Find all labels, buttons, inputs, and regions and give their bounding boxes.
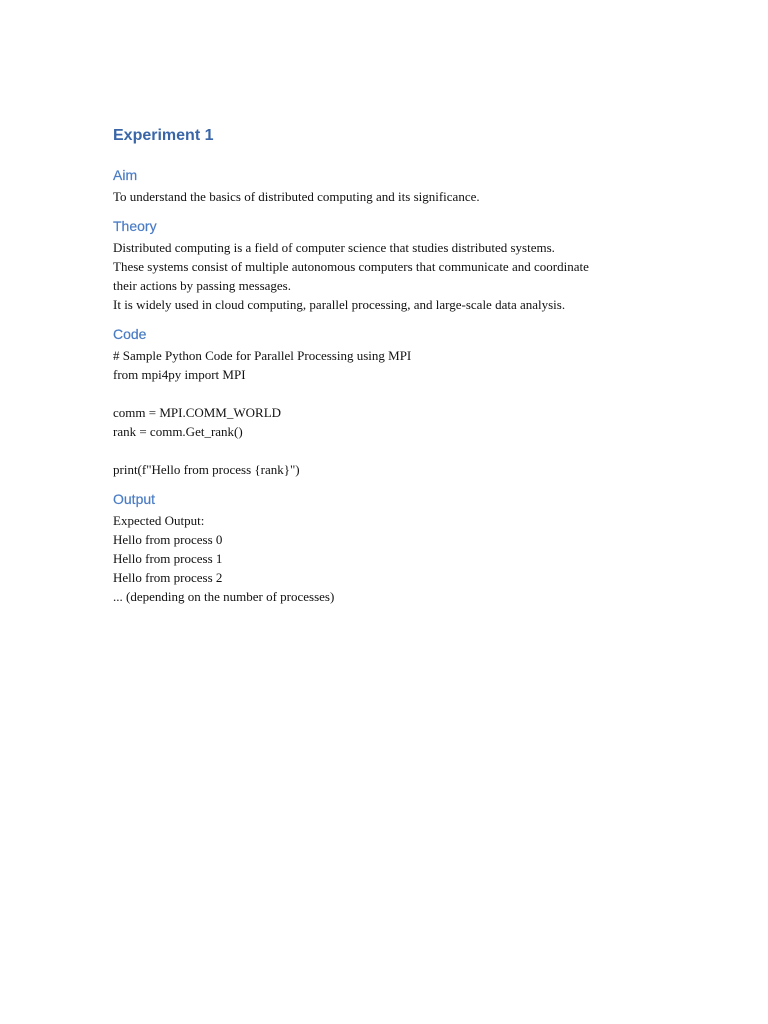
code-line: comm = MPI.COMM_WORLD — [113, 405, 282, 420]
theory-line: Distributed computing is a field of computer science that studies distributed systems. — [113, 240, 555, 255]
output-line: Hello from process 1 — [113, 551, 223, 566]
aim-heading: Aim — [113, 167, 138, 183]
theory-line: It is widely used in cloud computing, parallel processing, and large-scale data analysis. — [113, 297, 566, 312]
document-title: Experiment 1 — [113, 127, 214, 144]
code-line: print(f"Hello from process {rank}") — [113, 462, 300, 477]
output-section — [113, 488, 673, 606]
output-line: Hello from process 2 — [113, 570, 223, 585]
aim-line: To understand the basics of distributed computing and its significance. — [113, 189, 480, 204]
code-line: rank = comm.Get_rank() — [113, 424, 243, 439]
code-line: # Sample Python Code for Parallel Processing using MPI — [113, 348, 412, 363]
output-line: ... (depending on the number of processes) — [113, 589, 335, 604]
blank-line — [113, 384, 673, 403]
output-line: Expected Output: — [113, 513, 205, 528]
theory-section — [113, 215, 673, 314]
aim-section — [113, 164, 673, 206]
theory-line: their actions by passing messages. — [113, 278, 291, 293]
output-heading: Output — [113, 491, 156, 507]
theory-line: These systems consist of multiple autonomous computers that communicate and coordinate — [113, 259, 589, 274]
theory-heading: Theory — [113, 218, 157, 234]
output-line: Hello from process 0 — [113, 532, 223, 547]
code-section — [113, 323, 673, 479]
code-heading: Code — [113, 326, 147, 342]
document-body — [113, 124, 673, 615]
code-line: from mpi4py import MPI — [113, 367, 246, 382]
blank-line — [113, 441, 673, 460]
